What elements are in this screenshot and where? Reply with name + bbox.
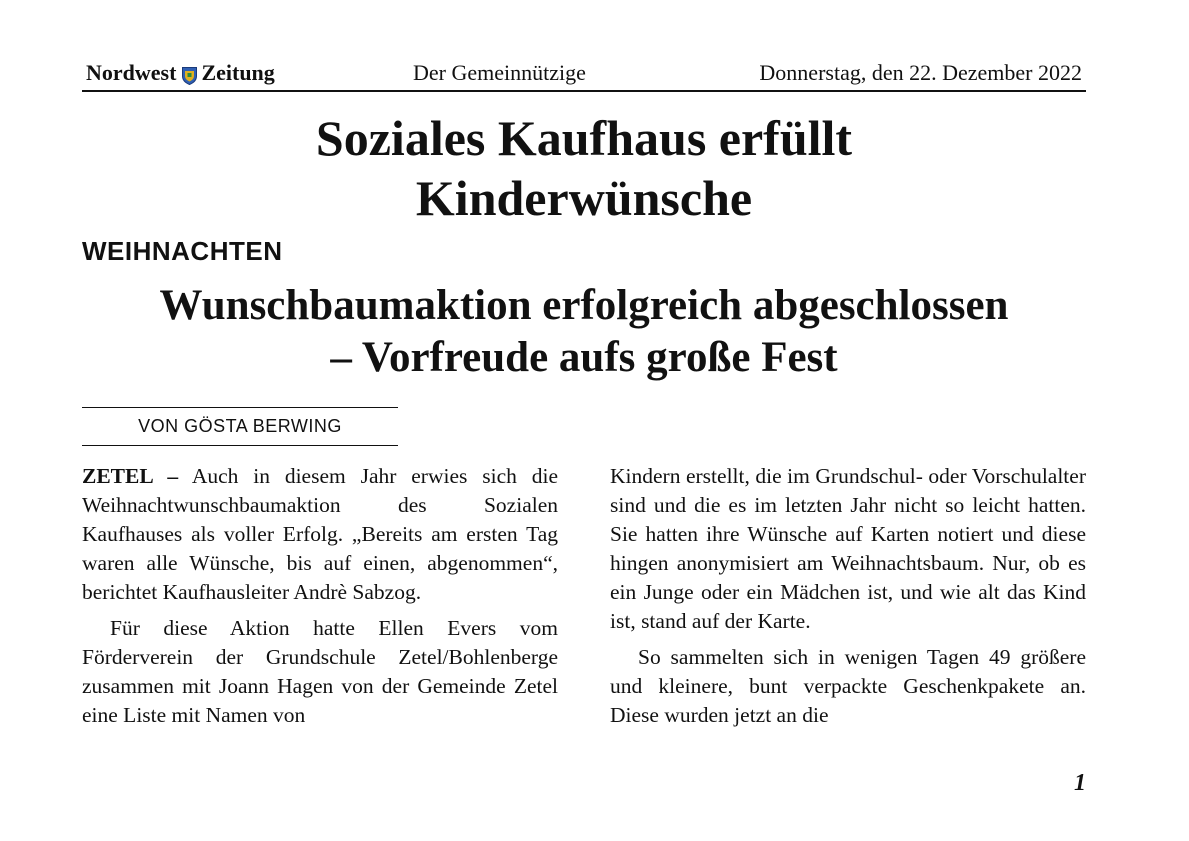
- page-number: 1: [1074, 770, 1086, 796]
- headline: [82, 108, 1086, 228]
- article-paragraph: [82, 462, 558, 607]
- newspaper-name-part1: Nordwest: [86, 60, 177, 85]
- paragraph-text: Auch in diesem Jahr erwies sich die Weihnachtwunschbaumaktion des Sozialen Kaufhauses als voller Erfolg. „Bereits am ersten Tag waren alle Wünsche, bis auf einen, abgenommen“, berichtet Kaufhausleiter Andrè Sabzog.: [82, 464, 558, 604]
- headline-line-2: Kinderwünsche: [415, 170, 753, 226]
- issue-date: Donnerstag, den 22. Dezember 2022: [759, 60, 1082, 85]
- subheadline-line-2: – Vorfreude aufs große Fest: [330, 334, 838, 381]
- section-name: Der Gemeinnützige: [413, 60, 586, 85]
- dateline: ZETEL –: [82, 464, 179, 488]
- article-paragraph: Für diese Aktion hatte Ellen Evers vom Förderverein der Grundschule Zetel/Bohlenberge zusammen mit Joann Hagen von der Gemeinde Zetel eine Liste mit Namen von: [82, 616, 558, 727]
- byline-rule-bottom: [82, 445, 398, 446]
- newspaper-name-part2: Zeitung: [201, 60, 275, 85]
- newspaper-name: [86, 60, 275, 86]
- article-paragraph: Kindern erstellt, die im Grundschul- oder Vorschulalter sind und die es im letzten Jahr nicht so leicht hatten. Sie hatten ihre Wünsche auf Karten notiert und diese hingen anonymisiert am Weihnachtsbaum. Nur, ob es ein Junge oder ein Mädchen ist, und wie alt das Kind ist, stand auf der Karte.: [610, 464, 1086, 633]
- masthead-divider: [82, 90, 1086, 92]
- headline-line-1: Soziales Kaufhaus erfüllt: [315, 110, 853, 166]
- byline: VON GÖSTA BERWING: [138, 416, 342, 436]
- article-column-2: [610, 462, 1086, 730]
- byline-rule-top: [82, 407, 398, 408]
- coat-of-arms-icon: [182, 65, 197, 83]
- kicker: WEIHNACHTEN: [82, 236, 283, 266]
- masthead: [82, 58, 1086, 88]
- article-paragraph: So sammelten sich in wenigen Tagen 49 größere und kleinere, bunt verpackte Geschenkpakete an. Diese wurden jetzt an die: [610, 645, 1086, 727]
- article-column-1: [82, 462, 558, 730]
- subheadline-line-1: Wunschbaumaktion erfolgreich abgeschlossen: [159, 282, 1009, 329]
- subheadline: [82, 280, 1086, 384]
